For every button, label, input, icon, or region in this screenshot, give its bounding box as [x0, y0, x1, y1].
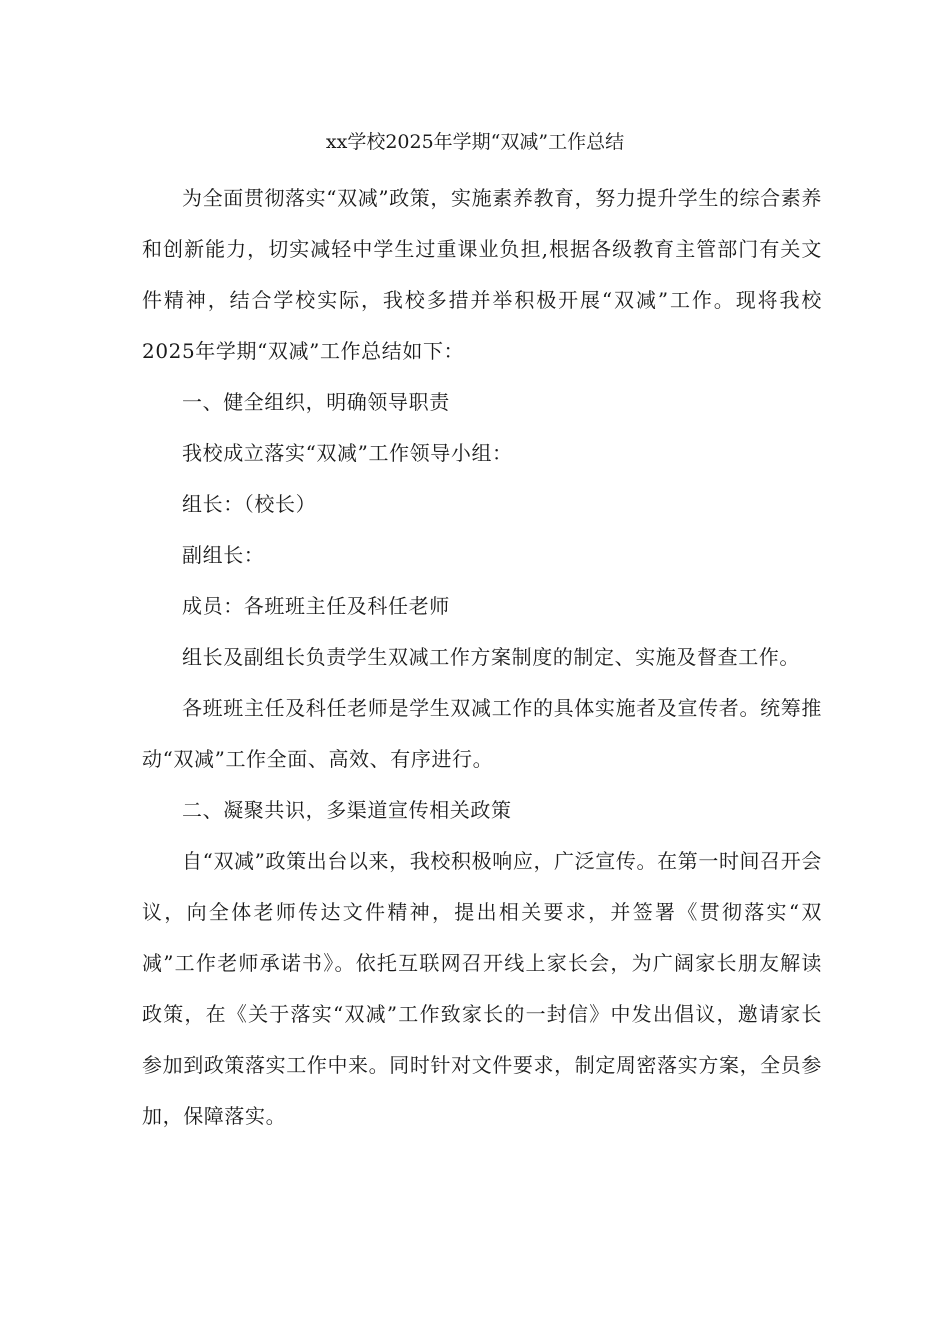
paragraph-group-leader: 组长：（校长）	[182, 492, 317, 516]
paragraph-leadership-group: 我校成立落实“双减”工作领导小组：	[182, 441, 513, 465]
paragraph-leader-duties: 组长及副组长负责学生双减工作方案制度的制定、实施及督查工作。	[182, 645, 800, 669]
section-heading-2: 二、凝聚共识，多渠道宣传相关政策	[182, 798, 512, 822]
paragraph-teacher-duties: 各班班主任及科任老师是学生双减工作的具体实施者及宣传者。统筹推动“双减”工作全面、高效、有序进行。	[142, 696, 822, 771]
document-body	[142, 173, 822, 1142]
paragraph-members: 成员：各班班主任及科任老师	[182, 594, 450, 618]
section-heading-1: 一、健全组织，明确领导职责	[182, 390, 450, 414]
document-title: xx学校2025年学期“双减”工作总结	[325, 131, 625, 153]
paragraph-publicity: 自“双减”政策出台以来，我校积极响应，广泛宣传。在第一时间召开会议，向全体老师传达文件精神，提出相关要求，并签署《贯彻落实“双减”工作老师承诺书》。依托互联网召开线上家长会，为广阔家长朋友解读政策，在《关于落实“双减”工作致家长的一封信》中发出倡议，邀请家长参加到政策落实工作中来。同时针对文件要求，制定周密落实方案，全员参加，保障落实。	[142, 849, 822, 1128]
paragraph-deputy-leader: 副组长：	[182, 543, 265, 567]
paragraph-intro: 为全面贯彻落实“双减”政策，实施素养教育，努力提升学生的综合素养和创新能力，切实减轻中学生过重课业负担,根据各级教育主管部门有关文件精神，结合学校实际，我校多措并举积极开展“双减”工作。现将我校2025年学期“双减”工作总结如下：	[142, 186, 822, 363]
